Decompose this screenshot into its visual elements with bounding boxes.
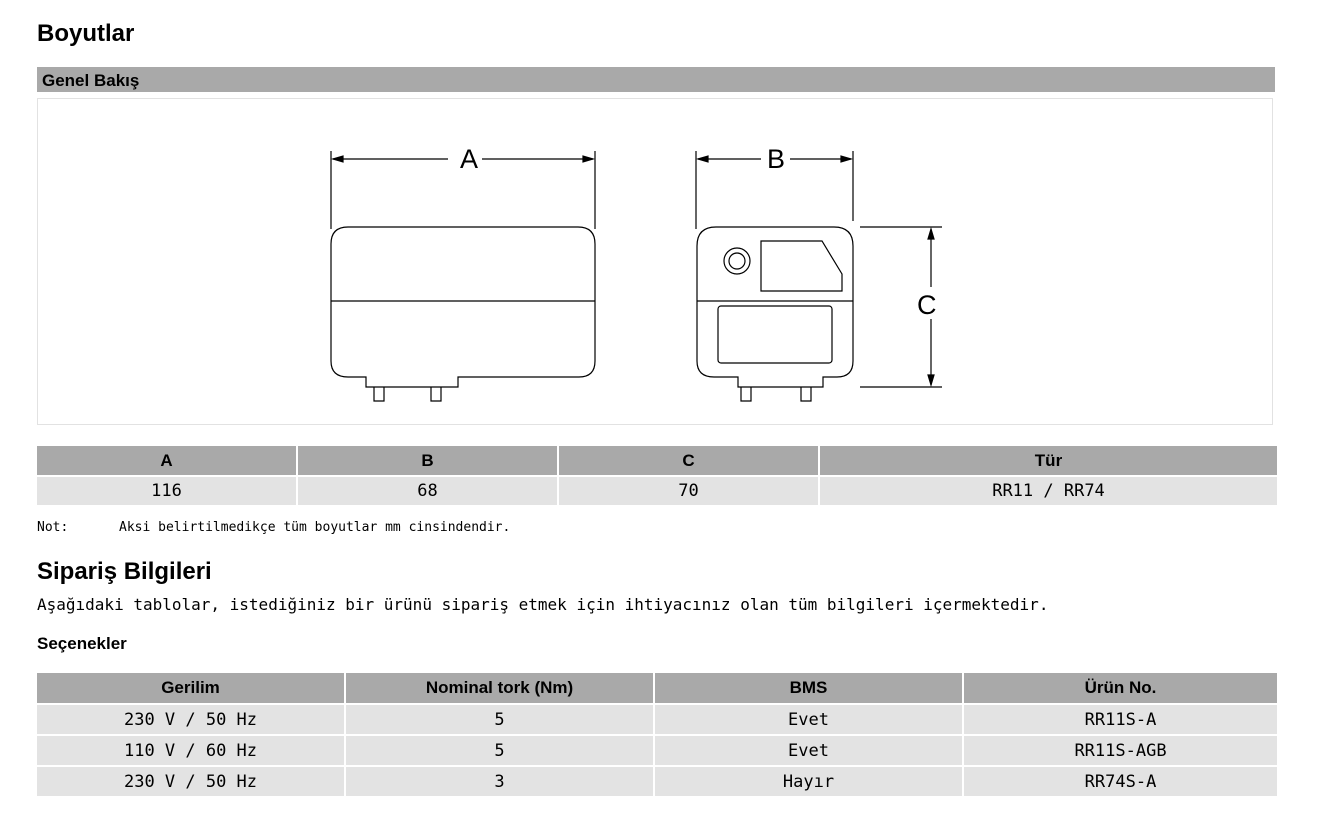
cell-bms: Evet (655, 705, 962, 734)
cell-c: 70 (559, 477, 818, 505)
label-c: C (917, 290, 937, 320)
table-header-row (37, 446, 1277, 475)
header-torque: Nominal tork (Nm) (346, 673, 653, 703)
ordering-intro: Aşağıdaki tablolar, istediğiniz bir ürünü sipariş etmek için ihtiyacınız olan tüm bilgileri içermektedir. (37, 595, 1049, 614)
page-title: Boyutlar (37, 20, 135, 47)
cell-a: 116 (37, 477, 296, 505)
header-type: Tür (820, 446, 1277, 475)
note-text: Aksi belirtilmedikçe tüm boyutlar mm cinsindendir. (119, 520, 511, 535)
table-row (37, 477, 1277, 505)
dimension-drawing-svg (38, 99, 1274, 426)
note-label: Not: (37, 520, 69, 535)
label-a: A (460, 144, 479, 174)
cell-product-no: RR11S-A (964, 705, 1277, 734)
overview-title: Genel Bakış (42, 71, 140, 90)
table-row (37, 767, 1277, 796)
options-table (35, 671, 1279, 798)
dimension-drawing (37, 98, 1273, 425)
ordering-title: Sipariş Bilgileri (37, 558, 212, 585)
note (37, 520, 510, 535)
cell-voltage: 110 V / 60 Hz (37, 736, 344, 765)
cell-voltage: 230 V / 50 Hz (37, 705, 344, 734)
header-a: A (37, 446, 296, 475)
cell-torque: 5 (346, 705, 653, 734)
cell-bms: Evet (655, 736, 962, 765)
header-bms: BMS (655, 673, 962, 703)
table-row (37, 705, 1277, 734)
options-title: Seçenekler (37, 634, 127, 653)
cell-type: RR11 / RR74 (820, 477, 1277, 505)
label-b: B (767, 144, 786, 174)
dimensions-table (35, 444, 1279, 507)
front-view (696, 151, 942, 401)
table-header-row (37, 673, 1277, 703)
header-c: C (559, 446, 818, 475)
cell-b: 68 (298, 477, 557, 505)
cell-product-no: RR11S-AGB (964, 736, 1277, 765)
cell-bms: Hayır (655, 767, 962, 796)
cell-product-no: RR74S-A (964, 767, 1277, 796)
header-product-no: Ürün No. (964, 673, 1277, 703)
table-row (37, 736, 1277, 765)
header-b: B (298, 446, 557, 475)
cell-torque: 3 (346, 767, 653, 796)
overview-section-header (37, 67, 1275, 92)
side-view (331, 151, 595, 401)
cell-voltage: 230 V / 50 Hz (37, 767, 344, 796)
cell-torque: 5 (346, 736, 653, 765)
header-voltage: Gerilim (37, 673, 344, 703)
